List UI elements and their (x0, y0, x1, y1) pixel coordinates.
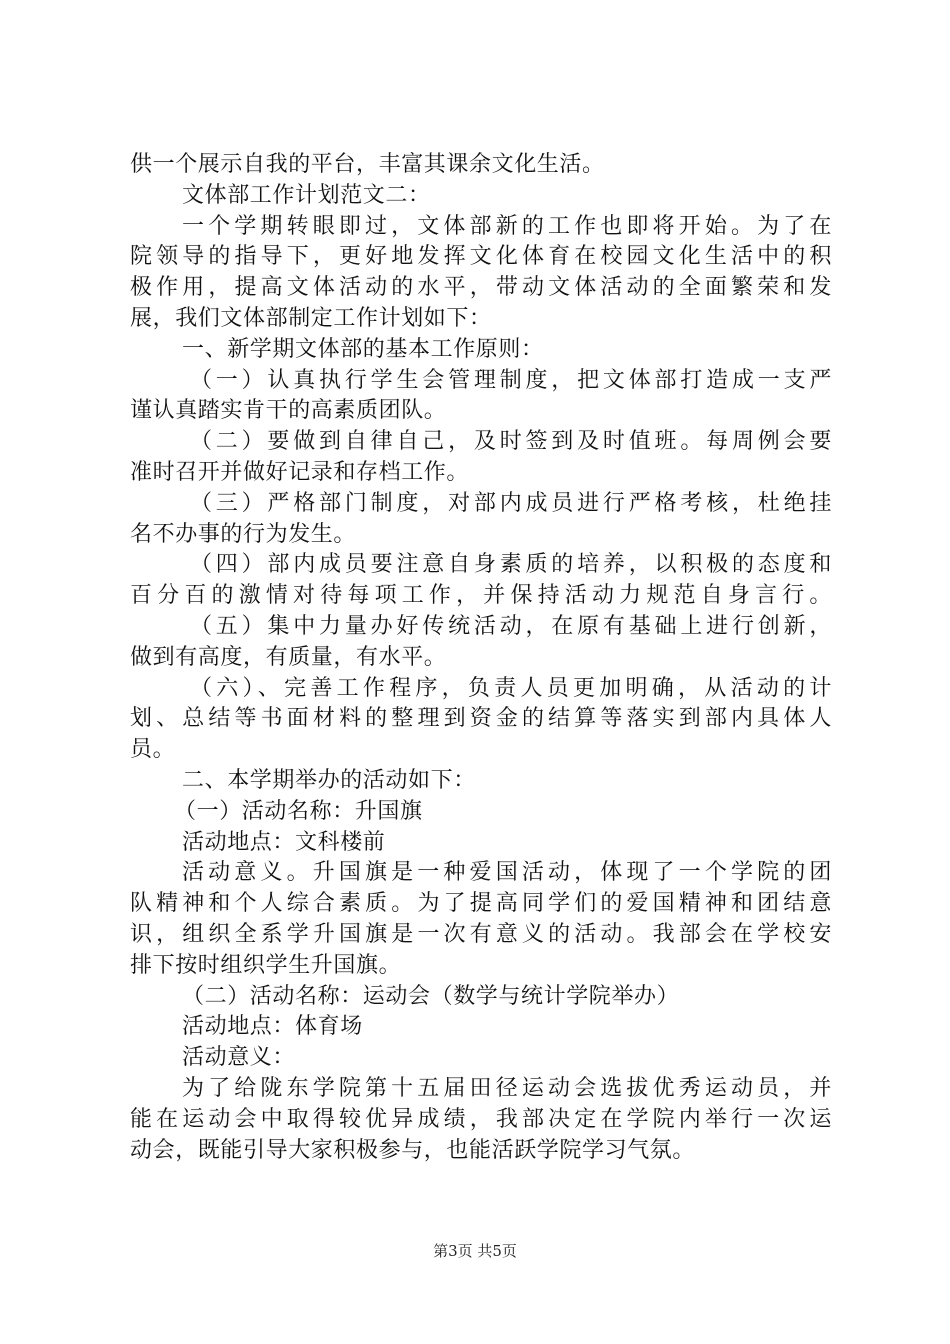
text-line: 员。 (130, 737, 176, 763)
activity-name: （二）活动名称：运动会（数学与统计学院举办） (182, 983, 680, 1009)
text-line: （一）认真执行学生会管理制度，把文体部打造成一支严 (190, 367, 832, 393)
text-line: 一个学期转眼即过，文体部新的工作也即将开始。为了在 (182, 213, 832, 239)
text-line: （六）、完善工作程序，负责人员更加明确，从活动的计 (190, 675, 832, 701)
text-line: 活动意义。升国旗是一种爱国活动，体现了一个学院的团 (182, 860, 832, 886)
activity-location: 活动地点：体育场 (182, 1014, 363, 1040)
text-line: 队精神和个人综合素质。为了提高同学们的爱国精神和团结意 (130, 891, 832, 917)
text-line: （二）要做到自律自己，及时签到及时值班。每周例会要 (190, 429, 832, 455)
section-heading: 二、本学期举办的活动如下： (182, 767, 476, 793)
text-line: 谨认真踏实肯干的高素质团队。 (130, 398, 447, 424)
text-line: 排下按时组织学生升国旗。 (130, 952, 402, 978)
text-line: 百分百的激情对待每项工作，并保持活动力规范自身言行。 (130, 583, 832, 609)
text-line: 能在运动会中取得较优异成绩，我部决定在学院内举行一次运 (130, 1106, 832, 1132)
activity-significance-label: 活动意义： (182, 1045, 296, 1071)
section-heading: 一、新学期文体部的基本工作原则： (182, 336, 544, 362)
text-line: 展，我们文体部制定工作计划如下： (130, 305, 492, 331)
text-line: 供一个展示自我的平台，丰富其课余文化生活。 (130, 152, 605, 177)
text-line: 动会，既能引导大家积极参与，也能活跃学院学习气氛。 (130, 1137, 696, 1163)
text-line: 做到有高度，有质量，有水平。 (130, 644, 447, 670)
text-line: 为了给陇东学院第十五届田径运动会选拔优秀运动员，并 (182, 1075, 832, 1101)
page-number: 第3页 共5页 (433, 1242, 517, 1260)
activity-name: （一）活动名称：升国旗 (174, 798, 423, 824)
section-heading: 文体部工作计划范文二： (182, 182, 431, 208)
text-line: 名不办事的行为发生。 (130, 521, 357, 547)
activity-location: 活动地点：文科楼前 (182, 829, 386, 855)
text-line: （四）部内成员要注意自身素质的培养，以积极的态度和 (190, 552, 832, 578)
text-line: 划、总结等书面材料的整理到资金的结算等落实到部内具体人 (130, 706, 832, 732)
text-line: 院领导的指导下，更好地发挥文化体育在校园文化生活中的积 (130, 244, 832, 270)
text-line: 极作用，提高文体活动的水平，带动文体活动的全面繁荣和发 (130, 275, 832, 301)
text-line: （三）严格部门制度，对部内成员进行严格考核，杜绝挂 (190, 490, 832, 516)
text-line: （五）集中力量办好传统活动，在原有基础上进行创新， (190, 613, 832, 639)
text-line: 识，组织全系学升国旗是一次有意义的活动。我部会在学校安 (130, 921, 832, 947)
text-line: 准时召开并做好记录和存档工作。 (130, 459, 470, 485)
document-body (130, 150, 832, 1166)
